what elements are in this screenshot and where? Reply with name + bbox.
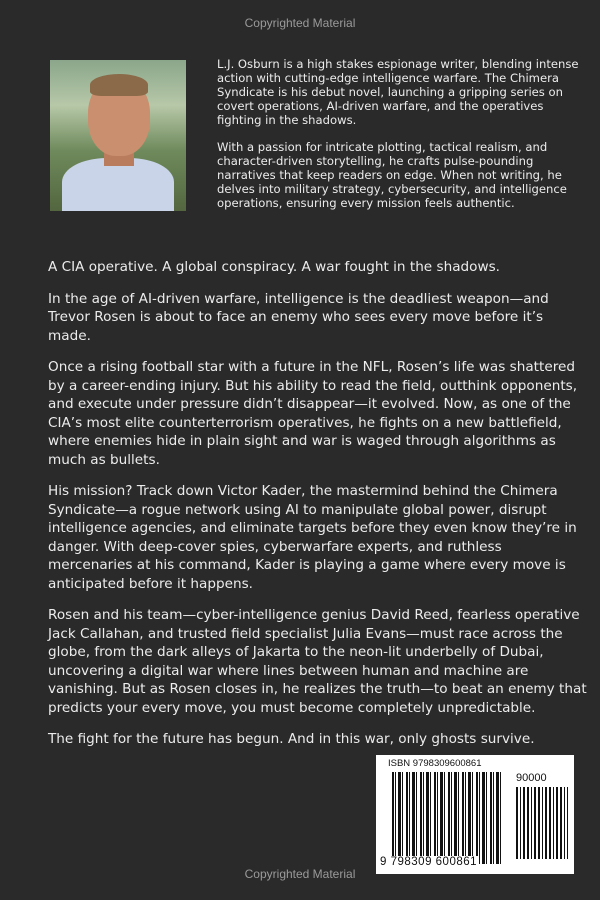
isbn-barcode bbox=[376, 755, 574, 874]
watermark-bottom: Copyrighted Material bbox=[244, 867, 356, 881]
blurb-paragraph: The fight for the future has begun. And in this war, only ghosts survive. bbox=[48, 731, 535, 747]
blurb-paragraph: Rosen and his team—cyber-intelligence genius David Reed, fearless operative Jack Callahan, and trusted field specialist Julia Evans—must race across the globe, from the dark alleys of Jakarta to the neon-lit underbelly of Dubai, uncovering a digital war where lines between human and machine are vanishing. But as Rosen closes in, he realizes the truth—to beat an enemy that predicts your every move, you must become completely unpredictable. bbox=[48, 607, 587, 716]
blurb-paragraph: His mission? Track down Victor Kader, the mastermind behind the Chimera Syndicate—a rogue network using AI to manipulate global power, disrupt intelligence agencies, and eliminate targets before they even know they’re in danger. With deep-cover spies, cyberwarfare experts, and ruthless mercenaries at his command, Kader is playing a game where every move is anticipated before it happens. bbox=[48, 483, 577, 592]
price-barcode-bars bbox=[516, 787, 568, 859]
author-photo bbox=[50, 60, 186, 211]
isbn-label: ISBN 9798309600861 bbox=[388, 758, 482, 769]
watermark-top: Copyrighted Material bbox=[244, 16, 356, 30]
blurb-paragraph: In the age of AI-driven warfare, intelligence is the deadliest weapon—and Trevor Rosen is about to face an enemy who sees every move before it’s made. bbox=[48, 290, 549, 344]
blurb-paragraph: Once a rising football star with a future in the NFL, Rosen’s life was shattered by a career-ending injury. But his ability to read the field, outthink opponents, and execute under pressure didn’t disappear—it evolved. Now, as one of the CIA’s most elite counterterrorism operatives, he fights on a new battlefield, where enemies hide in plain sight and war is waged through algorithms as much as bullets. bbox=[48, 359, 578, 468]
author-bio bbox=[217, 57, 587, 223]
price-code: 90000 bbox=[516, 772, 547, 784]
barcode-bars bbox=[392, 772, 504, 864]
blurb-paragraph: A CIA operative. A global conspiracy. A war fought in the shadows. bbox=[48, 259, 500, 275]
book-blurb bbox=[48, 258, 588, 762]
barcode-number: 9 798309 600861 bbox=[380, 856, 478, 868]
bio-paragraph: With a passion for intricate plotting, tactical realism, and character-driven storytelling, he crafts pulse-pounding narratives that keep readers on edge. When not writing, he delves into military strategy, cybersecurity, and intelligence operations, ensuring every mission feels authentic. bbox=[217, 140, 567, 210]
bio-paragraph: L.J. Osburn is a high stakes espionage writer, blending intense action with cutting-edge intelligence warfare. The Chimera Syndicate is his debut novel, launching a gripping series on covert operations, AI-driven warfare, and the operatives fighting in the shadows. bbox=[217, 57, 579, 127]
